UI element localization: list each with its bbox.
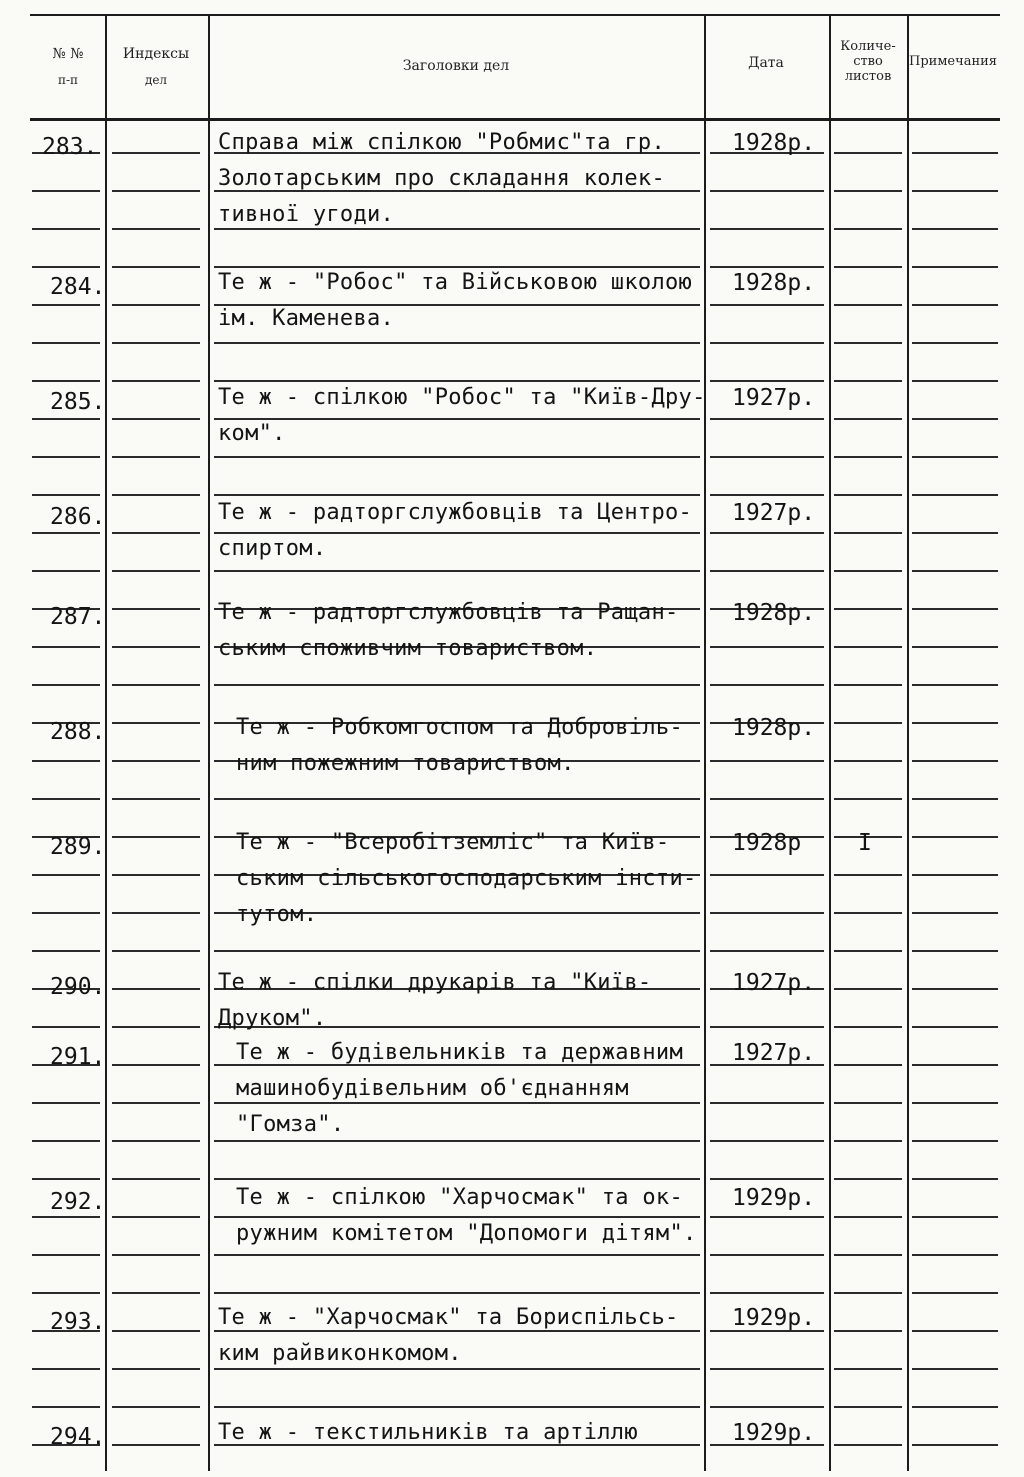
ruled-line bbox=[710, 570, 824, 572]
ruled-line bbox=[214, 1102, 700, 1104]
ruled-line bbox=[912, 456, 998, 458]
header-title: Заголовки дел bbox=[402, 58, 510, 74]
ruled-line bbox=[112, 380, 200, 382]
column-divider-4 bbox=[829, 16, 831, 1471]
ruled-line bbox=[112, 342, 200, 344]
ruled-line bbox=[32, 494, 100, 496]
column-divider-3 bbox=[704, 16, 706, 1471]
ruled-line bbox=[214, 342, 700, 344]
ruled-line bbox=[112, 1444, 200, 1446]
ruled-line bbox=[32, 950, 100, 952]
ruled-line bbox=[112, 1216, 200, 1218]
ruled-line bbox=[112, 684, 200, 686]
header-number-label: № № bbox=[52, 46, 84, 62]
ruled-line bbox=[32, 912, 100, 914]
ruled-line bbox=[834, 722, 902, 724]
ruled-line bbox=[710, 798, 824, 800]
entry-number: 283. bbox=[42, 134, 98, 160]
ruled-line bbox=[112, 646, 200, 648]
column-divider-2 bbox=[208, 16, 210, 1471]
ruled-line bbox=[912, 1292, 998, 1294]
entry-number: 287. bbox=[50, 604, 106, 630]
ruled-line bbox=[32, 190, 100, 192]
ruled-line bbox=[834, 646, 902, 648]
entry-title-line: Справа між спілкою "Робмис"та гр. bbox=[218, 130, 665, 155]
ruled-line bbox=[834, 1026, 902, 1028]
ruled-line bbox=[912, 988, 998, 990]
ruled-line bbox=[32, 1102, 100, 1104]
header-number-sub: п-п bbox=[57, 73, 79, 88]
ruled-line bbox=[112, 1140, 200, 1142]
ruled-line bbox=[32, 1292, 100, 1294]
ruled-line bbox=[32, 1140, 100, 1142]
ruled-line bbox=[710, 228, 824, 230]
ruled-line bbox=[112, 1178, 200, 1180]
ruled-line bbox=[834, 190, 902, 192]
ruled-line bbox=[834, 874, 902, 876]
entry-date: 1928р. bbox=[732, 130, 816, 156]
ruled-line bbox=[32, 532, 100, 534]
ruled-line bbox=[912, 1330, 998, 1332]
ruled-line bbox=[710, 266, 824, 268]
ruled-line bbox=[912, 646, 998, 648]
ruled-line bbox=[214, 532, 700, 534]
ruled-line bbox=[710, 494, 824, 496]
ruled-line bbox=[834, 1064, 902, 1066]
header-index-sub: дел bbox=[144, 73, 168, 88]
entry-title-line: тутом. bbox=[236, 902, 318, 927]
ruled-line bbox=[32, 342, 100, 344]
ruled-line bbox=[32, 1368, 100, 1370]
entry-date: 1927р. bbox=[732, 385, 816, 411]
ruled-line bbox=[710, 1406, 824, 1408]
entry-date: 1927р. bbox=[732, 500, 816, 526]
ruled-line bbox=[834, 1254, 902, 1256]
ruled-line bbox=[112, 1102, 200, 1104]
ruled-line bbox=[32, 684, 100, 686]
entry-title-line: Те ж - спілкою "Робос" та "Київ-Дру- bbox=[218, 385, 706, 410]
ruled-line bbox=[112, 1330, 200, 1332]
entry-number: 285. bbox=[50, 389, 106, 415]
ruled-line bbox=[214, 228, 700, 230]
ruled-line bbox=[710, 1216, 824, 1218]
ruled-line bbox=[834, 988, 902, 990]
ruled-line bbox=[710, 646, 824, 648]
entry-title-line: ружним комітетом "Допомоги дітям". bbox=[236, 1221, 697, 1246]
header-notes: Примечания bbox=[909, 54, 998, 69]
entry-title-line: ком". bbox=[218, 421, 286, 446]
ruled-line bbox=[912, 798, 998, 800]
ruled-line bbox=[112, 494, 200, 496]
ruled-line bbox=[32, 646, 100, 648]
ruled-line bbox=[912, 418, 998, 420]
ruled-line bbox=[834, 1444, 902, 1446]
entry-title-line: Друком". bbox=[218, 1006, 327, 1031]
ruled-line bbox=[32, 1178, 100, 1180]
ruled-line bbox=[912, 380, 998, 382]
entry-title-line: ким райвиконкомом. bbox=[218, 1341, 462, 1366]
ruled-line bbox=[214, 380, 700, 382]
ruled-line bbox=[32, 874, 100, 876]
ruled-line bbox=[214, 418, 700, 420]
ruled-line bbox=[710, 342, 824, 344]
entry-title-line: ним пожежним товариством. bbox=[236, 751, 575, 776]
ruled-line bbox=[112, 874, 200, 876]
header-sheets-line1: Количе- bbox=[840, 39, 896, 54]
entry-title-line: машинобудівельним об'єднанням bbox=[236, 1076, 629, 1101]
ruled-line bbox=[214, 684, 700, 686]
entry-title-line: Те ж - "Харчосмак" та Бориспільсь- bbox=[218, 1305, 679, 1330]
ruled-line bbox=[912, 1178, 998, 1180]
ruled-line bbox=[912, 760, 998, 762]
ruled-line bbox=[112, 1254, 200, 1256]
header-number bbox=[34, 46, 102, 88]
column-divider-5 bbox=[907, 16, 909, 1471]
ruled-line bbox=[112, 456, 200, 458]
ruled-line bbox=[834, 912, 902, 914]
ruled-line bbox=[112, 1368, 200, 1370]
ruled-line bbox=[834, 1292, 902, 1294]
ruled-line bbox=[912, 342, 998, 344]
ruled-line bbox=[912, 266, 998, 268]
ruled-line bbox=[112, 798, 200, 800]
ruled-line bbox=[912, 722, 998, 724]
ruled-line bbox=[112, 304, 200, 306]
header-index bbox=[108, 46, 204, 88]
ruled-line bbox=[834, 152, 902, 154]
ruled-line bbox=[834, 608, 902, 610]
ruled-line bbox=[710, 532, 824, 534]
ruled-line bbox=[710, 380, 824, 382]
ruled-line bbox=[834, 228, 902, 230]
ruled-line bbox=[214, 570, 700, 572]
ruled-line bbox=[912, 1444, 998, 1446]
ruled-line bbox=[32, 380, 100, 382]
ruled-line bbox=[834, 684, 902, 686]
ruled-line bbox=[834, 532, 902, 534]
ruled-line bbox=[710, 456, 824, 458]
ruled-line bbox=[112, 722, 200, 724]
ruled-line bbox=[214, 1330, 700, 1332]
ruled-line bbox=[834, 1406, 902, 1408]
ruled-line bbox=[710, 1178, 824, 1180]
ruled-line bbox=[834, 1330, 902, 1332]
entry-number: 290. bbox=[50, 974, 106, 1000]
entry-title-line: Те ж - спілки друкарів та "Київ- bbox=[218, 970, 652, 995]
ruled-line bbox=[912, 684, 998, 686]
ruled-line bbox=[112, 836, 200, 838]
ruled-line bbox=[112, 418, 200, 420]
ruled-line bbox=[112, 266, 200, 268]
ruled-line bbox=[710, 190, 824, 192]
entry-title-line: Те ж - радторгслужбовців та Ращан- bbox=[218, 600, 679, 625]
ruled-line bbox=[32, 304, 100, 306]
ruled-line bbox=[834, 1368, 902, 1370]
ruled-line bbox=[32, 760, 100, 762]
ruled-line bbox=[112, 988, 200, 990]
entry-date: 1927р. bbox=[732, 970, 816, 996]
entry-title-line: спиртом. bbox=[218, 536, 327, 561]
ruled-line bbox=[32, 266, 100, 268]
ruled-line bbox=[112, 950, 200, 952]
ruled-line bbox=[710, 760, 824, 762]
ruled-line bbox=[834, 1216, 902, 1218]
ruled-line bbox=[214, 950, 700, 952]
entry-title-line: Золотарським про складання колек- bbox=[218, 166, 665, 191]
entry-title-line: Те ж - текстильників та артіллю bbox=[218, 1420, 638, 1445]
ruled-line bbox=[912, 1140, 998, 1142]
ruled-line bbox=[32, 1216, 100, 1218]
ruled-line bbox=[912, 532, 998, 534]
ruled-line bbox=[834, 380, 902, 382]
ruled-line bbox=[912, 570, 998, 572]
ruled-line bbox=[112, 228, 200, 230]
ruled-line bbox=[214, 1292, 700, 1294]
ruled-line bbox=[214, 798, 700, 800]
ruled-line bbox=[834, 418, 902, 420]
entry-title-line: Те ж - Робкомгоспом та Добровіль- bbox=[236, 715, 683, 740]
ruled-line bbox=[32, 228, 100, 230]
ruled-line bbox=[214, 1406, 700, 1408]
ruled-line bbox=[834, 570, 902, 572]
ruled-line bbox=[710, 912, 824, 914]
header-date: Дата bbox=[748, 55, 784, 71]
ruled-line bbox=[32, 570, 100, 572]
entry-date: 1928р. bbox=[732, 600, 816, 626]
ruled-line bbox=[112, 912, 200, 914]
ruled-line bbox=[112, 1064, 200, 1066]
ruled-line bbox=[214, 1178, 700, 1180]
entry-title-line: Те ж - радторгслужбовців та Центро- bbox=[218, 500, 693, 525]
ruled-line bbox=[710, 1368, 824, 1370]
ruled-line bbox=[214, 494, 700, 496]
entry-number: 292. bbox=[50, 1189, 106, 1215]
entry-title-line: ським споживчим товариством. bbox=[218, 636, 598, 661]
ruled-line bbox=[112, 190, 200, 192]
ruled-line bbox=[112, 1292, 200, 1294]
ruled-line bbox=[912, 1102, 998, 1104]
ruled-line bbox=[710, 874, 824, 876]
ruled-line bbox=[912, 1064, 998, 1066]
header-bottom-border bbox=[30, 118, 1000, 121]
ruled-line bbox=[710, 950, 824, 952]
ruled-line bbox=[834, 456, 902, 458]
entry-number: 286. bbox=[50, 504, 106, 530]
ruled-line bbox=[834, 304, 902, 306]
entry-title-line: Те ж - будівельників та державним bbox=[236, 1040, 683, 1065]
ruled-line bbox=[834, 1178, 902, 1180]
ruled-line bbox=[710, 1140, 824, 1142]
header-sheets-line3: листов bbox=[844, 68, 892, 84]
ruled-line bbox=[834, 266, 902, 268]
ruled-line bbox=[912, 912, 998, 914]
ruled-line bbox=[710, 1102, 824, 1104]
ruled-line bbox=[214, 266, 700, 268]
entry-number: 284. bbox=[50, 274, 106, 300]
ruled-line bbox=[32, 418, 100, 420]
ruled-line bbox=[912, 1368, 998, 1370]
ruled-line bbox=[912, 494, 998, 496]
ruled-line bbox=[912, 190, 998, 192]
header-index-label: Индексы bbox=[122, 46, 190, 62]
ruled-line bbox=[32, 1026, 100, 1028]
entry-title-line: тивної угоди. bbox=[218, 202, 395, 227]
ruled-line bbox=[834, 1140, 902, 1142]
entry-date: 1929р. bbox=[732, 1305, 816, 1331]
ruled-line bbox=[834, 760, 902, 762]
entry-number: 289. bbox=[50, 834, 106, 860]
entry-title-line: Те ж - спілкою "Харчосмак" та ок- bbox=[236, 1185, 683, 1210]
entry-title-line: Те ж - "Всеробітземліс" та Київ- bbox=[236, 830, 670, 855]
ruled-line bbox=[112, 1026, 200, 1028]
ruled-line bbox=[710, 684, 824, 686]
header-sheets-line2: ство bbox=[853, 53, 883, 69]
ruled-line bbox=[912, 1406, 998, 1408]
entry-date: 1929р. bbox=[732, 1185, 816, 1211]
ruled-line bbox=[214, 1368, 700, 1370]
ruled-line bbox=[912, 228, 998, 230]
ruled-line bbox=[214, 1254, 700, 1256]
ruled-line bbox=[834, 798, 902, 800]
entry-number: 294. bbox=[50, 1424, 106, 1450]
ruled-line bbox=[112, 532, 200, 534]
ruled-line bbox=[710, 304, 824, 306]
entry-number: 293. bbox=[50, 1309, 106, 1335]
entry-title-line: Те ж - "Робос" та Військовою школою bbox=[218, 270, 693, 295]
top-border bbox=[30, 14, 1000, 16]
ruled-line bbox=[912, 152, 998, 154]
ruled-line bbox=[32, 456, 100, 458]
entry-title-line: "Гомза". bbox=[236, 1112, 345, 1137]
entry-number: 291. bbox=[50, 1044, 106, 1070]
entry-number: 288. bbox=[50, 719, 106, 745]
ruled-line bbox=[912, 1254, 998, 1256]
ruled-line bbox=[834, 950, 902, 952]
ruled-line bbox=[912, 874, 998, 876]
ruled-line bbox=[834, 342, 902, 344]
entry-date: 1927р. bbox=[732, 1040, 816, 1066]
ruled-line bbox=[112, 570, 200, 572]
ruled-line bbox=[32, 1254, 100, 1256]
ruled-line bbox=[912, 608, 998, 610]
ruled-line bbox=[834, 1102, 902, 1104]
ruled-line bbox=[710, 1026, 824, 1028]
entry-date: 1928р. bbox=[732, 270, 816, 296]
ruled-line bbox=[710, 418, 824, 420]
ruled-line bbox=[912, 950, 998, 952]
header-sheets bbox=[831, 40, 905, 85]
ruled-line bbox=[912, 304, 998, 306]
entry-date: 1929р. bbox=[732, 1420, 816, 1446]
ruled-line bbox=[912, 1026, 998, 1028]
ruled-line bbox=[214, 1216, 700, 1218]
ruled-line bbox=[112, 608, 200, 610]
ruled-line bbox=[710, 1292, 824, 1294]
ruled-line bbox=[710, 1254, 824, 1256]
entry-title-line: ім. Каменева. bbox=[218, 306, 395, 331]
ruled-line bbox=[32, 798, 100, 800]
ruled-line bbox=[32, 1406, 100, 1408]
ruled-line bbox=[214, 1140, 700, 1142]
entry-date: 1928р bbox=[732, 830, 802, 856]
ruled-line bbox=[112, 1406, 200, 1408]
entry-date: 1928р. bbox=[732, 715, 816, 741]
ruled-line bbox=[112, 760, 200, 762]
ruled-line bbox=[912, 1216, 998, 1218]
entry-title-line: ським сільськогосподарським інсти- bbox=[236, 866, 697, 891]
ruled-line bbox=[214, 456, 700, 458]
ruled-line bbox=[834, 494, 902, 496]
ruled-line bbox=[112, 152, 200, 154]
entry-sheets: I bbox=[858, 830, 872, 856]
ruled-line bbox=[912, 836, 998, 838]
